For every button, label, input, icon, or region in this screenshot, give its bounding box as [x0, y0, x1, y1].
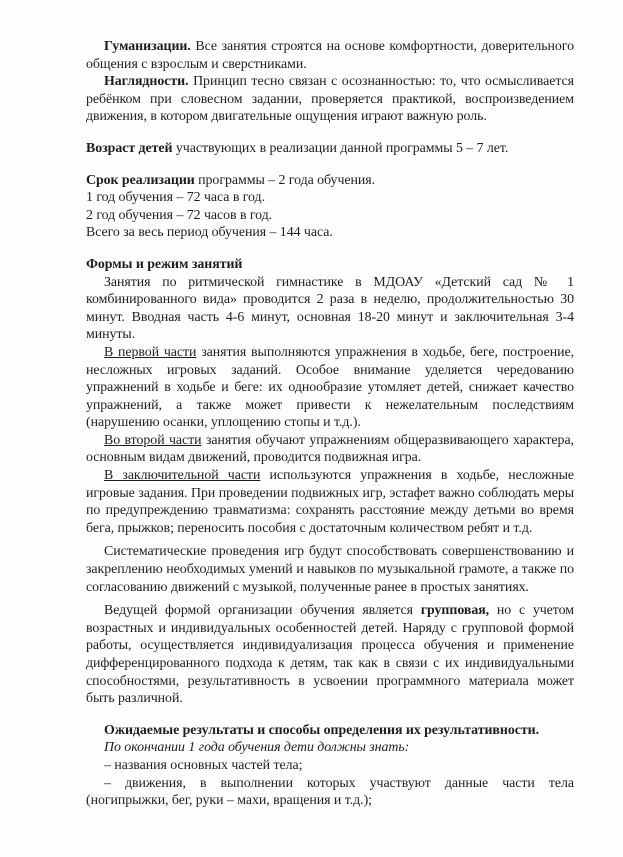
final-part-text: используются упражнения в ходьбе, несложные игровые задания. При проведении подвижных игр, эстафет важно соблюдать меры по предупреждению травматизма: сохранять расстояние между детьми во время бега, прыжков; переносить пособия с достаточным количеством ребят и т.д.: [86, 468, 574, 536]
visibility-text: Принцип тесно связан с осознанностью: то, что осмысливается ребёнком при словесном задании, проверяется практикой, воспроизведением движения, в котором двигательные ощущения играют важную роль.: [86, 74, 574, 125]
second-part-label: Во второй части: [104, 432, 202, 448]
visibility-term: Наглядности.: [104, 74, 189, 90]
results-item-1: – названия основных частей тела;: [104, 757, 303, 773]
results-subheading: По окончании 1 года обучения дети должны знать:: [104, 740, 410, 756]
forms-paragraph-3: [86, 432, 574, 467]
humanization-term: Гуманизации.: [104, 39, 191, 54]
humanization-text: Все занятия строятся на основе комфортности, доверительного общения с взрослым и сверстниками.: [86, 39, 574, 72]
term-paragraph: [86, 172, 574, 190]
leading-form-start: Ведущей формой организации обучения является: [104, 603, 421, 619]
second-part-text: занятия обучают упражнениям общеразвивающего характера, основным видам движений, проводится подвижная игра.: [86, 432, 574, 466]
document-body: [86, 38, 574, 810]
results-item-2: – движения, в выполнении которых участвуют данные части тела (ногипрыжки, бег, руки – махи, вращения и т.д.);: [86, 775, 574, 809]
term-line-3: Всего за весь период обучения – 144 часа.: [86, 225, 333, 241]
first-part-text: занятия выполняются упражнения в ходьбе, беге, построение, несложных игровых заданий. Особое внимание уделяется чередованию упражнений в ходьбе и беге: их однообразие утомляет детей, снижает качество упражнений, а также может привести к нежелательным последствиям (нарушению осанки, уплощению стопы и т.д.).: [86, 344, 575, 431]
age-paragraph: [86, 140, 574, 158]
term-term: Срок реализации: [86, 172, 195, 188]
forms-paragraph-2: [86, 344, 574, 432]
forms-paragraph-6: [86, 602, 574, 708]
first-part-label: В первой части: [104, 344, 197, 360]
forms-paragraph-5: Систематические проведения игр будут способствовать совершенствованию и закреплению необходимых умений и навыков по музыкальной грамоте, а также по согласованию движений с музыкой, полученные ранее в простых занятиях.: [86, 544, 574, 595]
forms-heading: Формы и режим занятий: [86, 256, 243, 272]
term-line-2: 2 год обучения – 72 часов в год.: [86, 207, 273, 223]
forms-paragraph-4: [86, 467, 574, 537]
term-line-1: 1 год обучения – 72 часа в год.: [86, 190, 265, 206]
leading-form-bold: групповая,: [420, 603, 490, 619]
final-part-label: В заключительной части: [104, 468, 261, 484]
results-heading: Ожидаемые результаты и способы определения их результативности.: [104, 722, 539, 738]
visibility-paragraph: [86, 73, 574, 126]
age-term: Возраст детей: [86, 140, 173, 156]
forms-paragraph-1: Занятия по ритмической гимнастике в МДОАУ «Детский сад № 1 комбинированного вида» проводится 2 раза в неделю, продолжительностью 30 минут. Вводная часть 4-6 минут, основная 18-20 минут и заключительная 3-4 минуты.: [86, 274, 574, 343]
leading-form-end: но с учетом возрастных и индивидуальных особенностей детей. Наряду с групповой формой работы, осуществляется индивидуализация процесса обучения и применение дифференцированного подхода к детям, так как в связи с их индивидуальными способностями, результативность в усвоении программного материала может быть различной.: [86, 603, 574, 707]
age-text: участвующих в реализации данной программы 5 – 7 лет.: [172, 140, 509, 156]
term-text: программы – 2 года обучения.: [194, 172, 376, 188]
humanization-paragraph: [86, 38, 574, 73]
